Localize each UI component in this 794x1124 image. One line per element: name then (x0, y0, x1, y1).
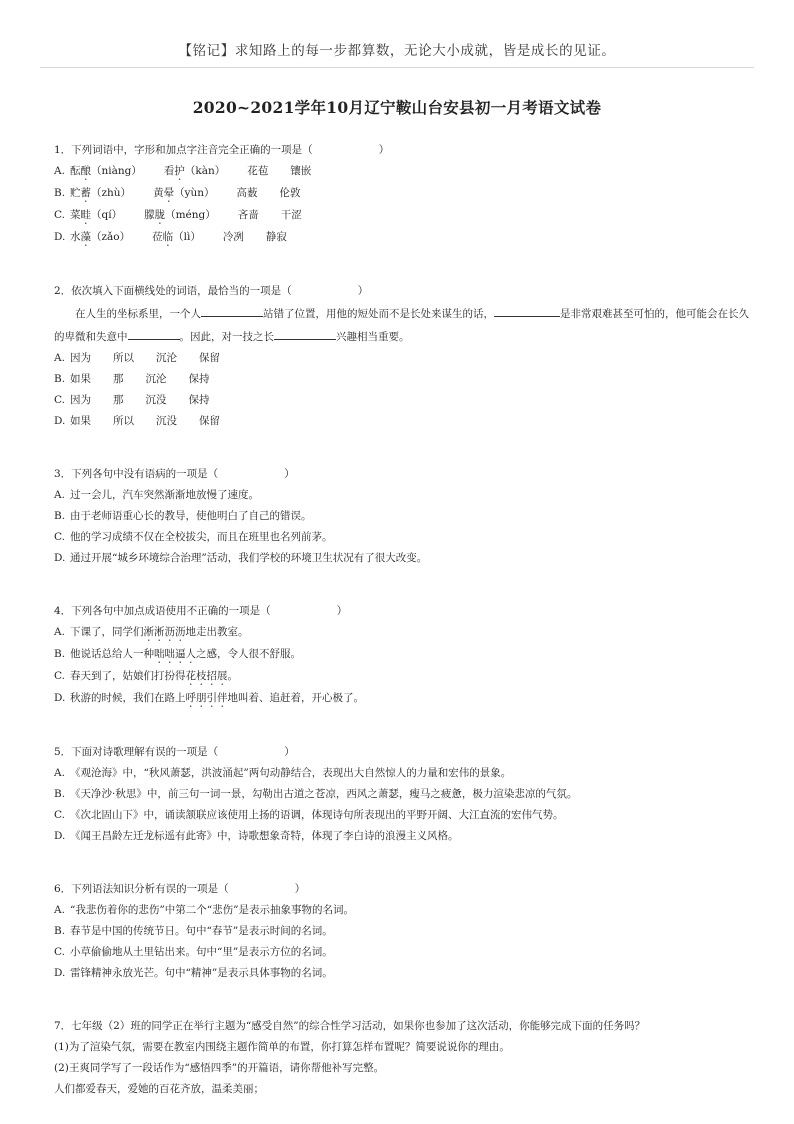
dotted-char: 畦 (80, 209, 91, 221)
option-text: 春节是中国的传统节日。句中“春节”是表示时间的名词。 (70, 925, 333, 937)
question-stem (54, 879, 754, 900)
option-a (54, 485, 754, 506)
question-7 (54, 1016, 754, 1100)
option-text: “我悲伤着你的悲伤”中第二个“悲伤”是表示抽象事物的名词。 (70, 904, 354, 916)
word: 干涩 (280, 209, 302, 221)
option-text: 下课了，同学们 (70, 626, 144, 638)
option-letter: C. (54, 209, 65, 221)
spacer (54, 432, 754, 464)
passage-text: 。因此，对一技之长 (179, 331, 274, 343)
word-char: 菜 (70, 209, 81, 221)
stem-text: 4．下列各句中加点成语使用不正确的一项是（ (54, 605, 271, 617)
fill-blank[interactable] (274, 325, 336, 340)
word: 镶嵌 (290, 165, 312, 177)
word: 静寂 (265, 231, 287, 243)
question-5 (54, 742, 754, 847)
word: 花苞 (247, 165, 269, 177)
word: 如果 (70, 415, 91, 427)
option-letter: D. (54, 231, 66, 243)
word: 沉沦 (156, 352, 177, 364)
option-c (54, 390, 754, 411)
option-letter: D. (54, 415, 66, 427)
dotted-char: 蓄 (80, 187, 91, 199)
stem-close: ） (357, 285, 369, 297)
option-letter: A. (54, 489, 65, 501)
dotted-idiom: 咄咄逼人 (154, 648, 196, 660)
option-d (54, 826, 754, 847)
option-text: 《观沧海》中，“秋风萧瑟，洪波涌起”两句动静结合，表现出大自然惊人的力量和宏伟的景象。 (70, 767, 512, 779)
option-letter: D. (54, 692, 66, 704)
question-3 (54, 464, 754, 569)
word: 沉没 (145, 394, 167, 406)
option-letter: B. (54, 187, 66, 199)
spacer (54, 984, 754, 1016)
option-c (54, 805, 754, 826)
option-letter: A. (54, 904, 65, 916)
stem-close: ） (284, 746, 295, 758)
question-stem (54, 742, 754, 763)
sub-question-1: (1)为了渲染气氛，需要在教室内围绕主题作简单的布置，你打算怎样布置呢？简要说说你的理由。 (54, 1041, 510, 1053)
option-a (54, 348, 754, 369)
option-text: 。 (227, 670, 238, 682)
fill-blank[interactable] (128, 325, 180, 340)
option-a (54, 161, 754, 183)
dotted-char: 晕 (163, 187, 175, 199)
sub-question-2: (2)王爽同学写了一段话作为“感悟四季”的开篇语，请你帮他补写完整。 (54, 1062, 385, 1074)
option-text: 春天到了，姑娘们打扮得 (70, 670, 186, 682)
word-char: 看 (163, 165, 175, 177)
passage-text: 兴趣相当重要。 (336, 331, 410, 343)
passage-line: 人们都爱春天，爱她的百花齐放，温柔美丽； (54, 1083, 264, 1095)
fill-blank[interactable] (494, 302, 560, 317)
option-letter: B. (54, 510, 66, 522)
word: 保留 (199, 415, 220, 427)
word-char: 朦 (144, 209, 155, 221)
stem-text: 5．下面对诗歌理解有误的一项是（ (54, 746, 219, 758)
spacer (54, 847, 754, 879)
option-letter: B. (54, 925, 66, 937)
dotted-char: 临 (162, 231, 174, 243)
option-c (54, 205, 754, 227)
option-letter: B. (54, 648, 66, 660)
header-divider (40, 67, 754, 68)
option-d (54, 411, 754, 432)
option-d (54, 548, 754, 569)
option-letter: D. (54, 552, 66, 564)
option-text: 小草偷偷地从土里钻出来。句中“里”是表示方位的名词。 (70, 946, 333, 958)
option-text: 秋游的时候，我们在路上 (70, 692, 186, 704)
option-d (54, 688, 754, 710)
dotted-char: 护 (174, 165, 185, 177)
option-letter: B. (54, 373, 66, 385)
option-text: 之感，令人很不舒服。 (196, 648, 301, 660)
option-text: 雷锋精神永放光芒。句中“精神”是表示具体事物的名词。 (70, 967, 333, 979)
stem-text: 2．依次填入下面横线处的词语，最恰当的一项是（ (54, 285, 292, 297)
question-stem (54, 281, 754, 302)
option-d (54, 227, 754, 249)
word: 沉没 (156, 415, 177, 427)
option-d (54, 963, 754, 984)
exam-title: 2020~2021学年10月辽宁鞍山台安县初一月考语文试卷 (192, 98, 602, 117)
word-char: 贮 (70, 187, 81, 199)
stem-text: 1．下列词语中，字形和加点字注音完全正确的一项是（ (54, 144, 313, 156)
question-1 (54, 140, 754, 249)
word-char: 莅 (152, 231, 163, 243)
passage (54, 302, 754, 348)
question-6 (54, 879, 754, 984)
stem-close: ） (294, 883, 306, 895)
pinyin: （yùn） (174, 187, 215, 199)
option-a (54, 900, 754, 921)
pinyin: （lì） (173, 231, 201, 243)
option-letter: C. (54, 809, 65, 821)
option-letter: A. (54, 767, 65, 779)
question-stem (54, 601, 754, 622)
option-letter: A. (54, 165, 65, 177)
option-letter: B. (54, 788, 66, 800)
dotted-char: 酿 (80, 165, 91, 177)
word: 如果 (70, 373, 91, 385)
spacer (54, 249, 754, 281)
word: 因为 (70, 352, 91, 364)
option-c (54, 527, 754, 548)
option-c (54, 666, 754, 688)
option-letter: C. (54, 531, 65, 543)
option-text: 《天净沙·秋思》中，前三句一词一景，勾勒出古道之苍凉，西风之萧瑟，瘦马之疲惫，极力渲染悲凉的气氛。 (70, 788, 578, 800)
option-letter: A. (54, 626, 65, 638)
option-text: 地叫着、追赶着，开心极了。 (227, 692, 364, 704)
option-letter: C. (54, 946, 65, 958)
passage-text: 能会在长久的卑微和失意中 (54, 308, 749, 343)
word-char: 酝 (70, 165, 81, 177)
word: 保留 (199, 352, 220, 364)
option-text: 过一会儿，汽车突然渐渐地放慢了速度。 (70, 489, 259, 501)
dotted-idiom: 呼朋引伴 (185, 692, 228, 704)
option-text: 地走出教室。 (185, 626, 249, 638)
question-4 (54, 601, 754, 710)
passage-text: 在人生的坐标系里，一个人 (75, 308, 201, 320)
option-letter: D. (54, 830, 66, 842)
option-text: 通过开展“城乡环境综合治理”活动，我们学校的环境卫生状况有了很大改变。 (70, 552, 428, 564)
option-c (54, 942, 754, 963)
option-letter: A. (54, 352, 65, 364)
word: 因为 (70, 394, 91, 406)
stem-close: ） (284, 468, 295, 480)
pinyin: （kàn） (184, 165, 226, 177)
spacer (54, 569, 754, 601)
passage-text: 站错了位置，用他的短处而不是长处来谋生的话， (263, 308, 494, 320)
option-text: 他的学习成绩不仅在全校拔尖，而且在班里也名列前茅。 (70, 531, 333, 543)
option-text: 由于老师语重心长的教导，使他明白了自己的错误。 (70, 510, 312, 522)
dotted-char: 藻 (80, 231, 91, 243)
stem-close: ） (378, 144, 390, 156)
option-b (54, 369, 754, 390)
pinyin: （niàng） (91, 165, 142, 177)
question-stem (54, 464, 754, 485)
question-stem: 7．七年级（2）班的同学正在举行主题为“感受自然”的综合性学习活动，如果你也参加了这次活动，你能够完成下面的任务吗？ (54, 1020, 646, 1032)
option-text: 《闻王昌龄左迁龙标遥有此寄》中，诗歌想象奇特，体现了李白诗的浪漫主义风格。 (70, 830, 459, 842)
word: 所以 (113, 415, 134, 427)
stem-close: ） (336, 605, 348, 617)
option-b (54, 921, 754, 942)
pinyin: （qí） (91, 209, 123, 221)
dotted-idiom: 花枝招展 (185, 670, 228, 682)
dotted-char: 胧 (154, 209, 166, 221)
word: 伦敦 (279, 187, 301, 199)
option-a (54, 763, 754, 784)
option-text: 《次北固山下》中，诵读颔联应该使用上扬的语调，体现诗句所表现出的平野开阔、大江直流的宏伟气势。 (70, 809, 564, 821)
motto-header: 【铭记】求知路上的每一步都算数，无论大小成就，皆是成长的见证。 (178, 43, 616, 59)
pinyin: （méng） (165, 209, 216, 221)
word: 高薮 (236, 187, 258, 199)
fill-blank[interactable] (201, 302, 263, 317)
question-list (54, 140, 754, 1100)
option-b (54, 644, 754, 666)
word: 沉沦 (145, 373, 167, 385)
word: 保持 (188, 373, 210, 385)
option-letter: C. (54, 394, 65, 406)
word: 那 (113, 394, 124, 406)
pinyin: （zǎo） (91, 231, 131, 243)
word: 那 (113, 373, 124, 385)
option-letter: C. (54, 670, 65, 682)
word-char: 黄 (153, 187, 164, 199)
question-stem (54, 140, 754, 161)
spacer (54, 710, 754, 742)
word: 冷冽 (222, 231, 244, 243)
option-text: 他说话总给人一种 (70, 648, 154, 660)
option-a (54, 622, 754, 644)
option-b (54, 506, 754, 527)
stem-text: 6．下列语法知识分析有误的一项是（ (54, 883, 229, 895)
word-char: 水 (70, 231, 81, 243)
option-letter: D. (54, 967, 66, 979)
word: 所以 (113, 352, 134, 364)
passage-text: 是非常艰难甚至可怕的，他可 (560, 308, 697, 320)
word: 吝啬 (237, 209, 259, 221)
pinyin: （zhù） (91, 187, 132, 199)
word: 保持 (188, 394, 210, 406)
option-b (54, 784, 754, 805)
option-b (54, 183, 754, 205)
stem-text: 3．下列各句中没有语病的一项是（ (54, 468, 219, 480)
question-2 (54, 281, 754, 432)
dotted-idiom: 淅淅沥沥 (143, 626, 186, 638)
